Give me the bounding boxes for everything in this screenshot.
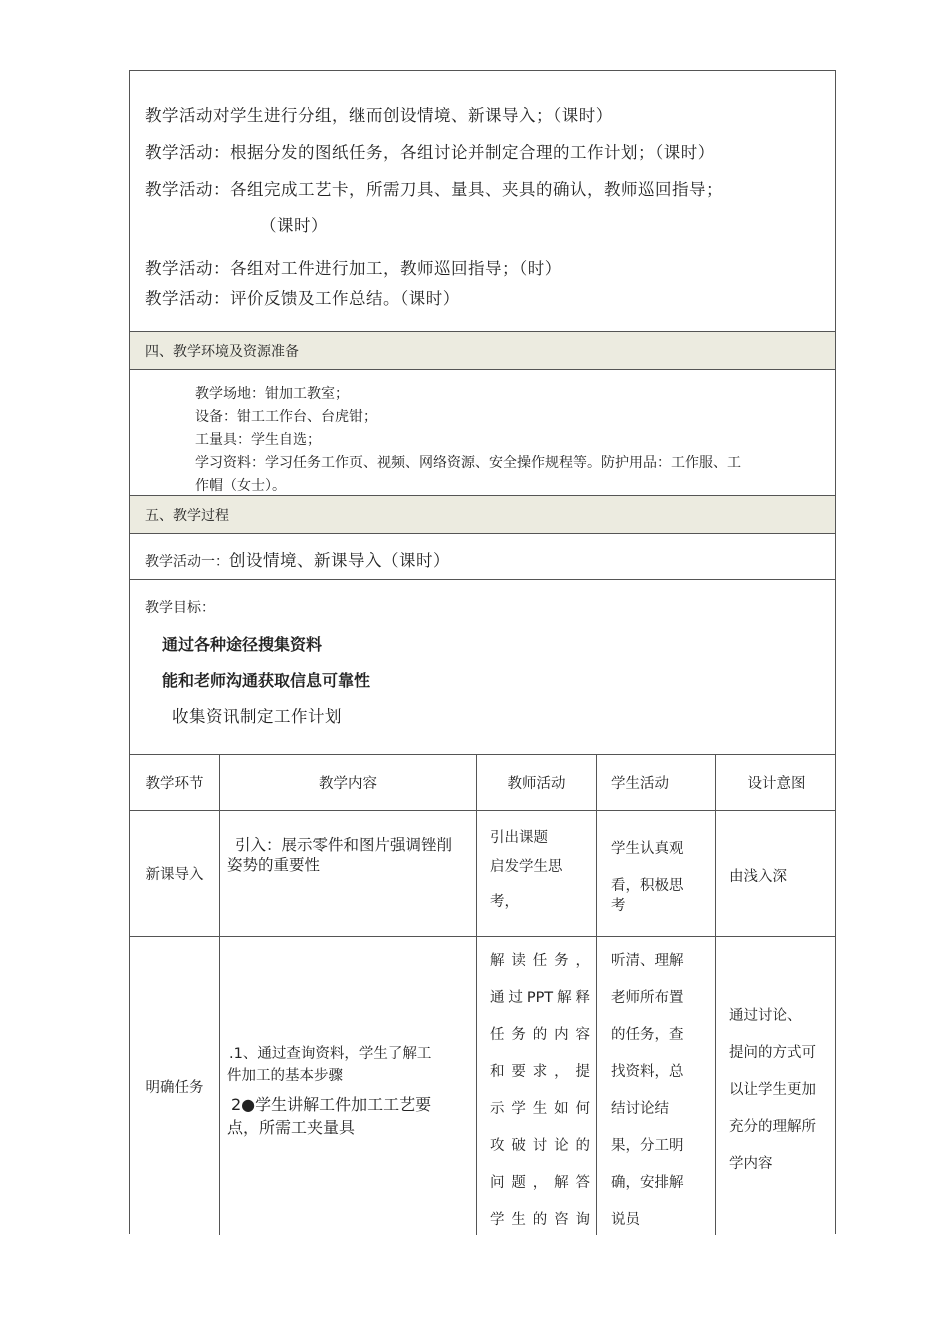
section-4-content xyxy=(130,370,835,496)
env-line-5: 作帽（女士）。 xyxy=(195,478,286,494)
header-student: 学生活动 xyxy=(596,755,715,810)
goal-2: 能和老师沟通获取信息可靠性 xyxy=(162,671,371,690)
lesson-plan-frame xyxy=(129,70,836,1234)
activity-line-4: 教学活动：各组对工件进行加工，教师巡回指导；（时） xyxy=(145,259,562,278)
table-row xyxy=(130,811,835,937)
row1-teacher: 引出课题 启发学生思 考， xyxy=(476,811,596,936)
activity-line-3: 教学活动：各组完成工艺卡，所需刀具、量具、夹具的确认，教师巡回指导； xyxy=(145,180,723,199)
row1-stage: 新课导入 xyxy=(145,867,204,883)
goal-3: 收集资讯制定工作计划 xyxy=(172,707,342,726)
row2-content: .1、通过查询资料，学生了解工 件加工的基本步骤 2●学生讲解工件加工工艺要 点，所需工夹量具 xyxy=(219,937,476,1235)
env-line-4: 学习资料：学习任务工作页、视频、网络资源、安全操作规程等。防护用品：工作服、工 xyxy=(195,455,741,471)
activity-line-1: 教学活动对学生进行分组，继而创设情境、新课导入；（课时） xyxy=(145,106,613,125)
activity-one-text: 教学活动一：创设情境、新课导入（课时） xyxy=(145,551,450,570)
table-header-row xyxy=(130,755,835,811)
header-content: 教学内容 xyxy=(219,755,476,810)
row2-student: 听清、理解 老师所布置 的任务，查 找资料，总 结讨论结 果，分工明 确，安排解 说员 xyxy=(596,937,715,1235)
section-5-header xyxy=(130,496,835,534)
header-teacher: 教师活动 xyxy=(476,755,596,810)
goal-1: 通过各种途径搜集资料 xyxy=(162,635,323,654)
row2-intent: 通过讨论、 提问的方式可 以让学生更加 充分的理解所 学内容 xyxy=(715,937,837,1235)
activity-one-row xyxy=(130,534,835,580)
header-stage: 教学环节 xyxy=(145,776,204,792)
env-line-3: 工量具：学生自选； xyxy=(195,432,321,448)
section-5-title: 五、教学过程 xyxy=(145,507,229,524)
activities-section xyxy=(130,71,835,332)
row2-stage: 明确任务 xyxy=(145,1079,204,1096)
activity-line-2: 教学活动：根据分发的图纸任务，各组讨论并制定合理的工作计划；（课时） xyxy=(145,143,715,162)
row2-teacher: 解读任务， 通过PPT解释 任务的内容 和要求，提 示学生如何 攻破讨论的 问题，解答 学生的咨询 xyxy=(476,937,596,1235)
row1-intent: 由浅入深 xyxy=(715,811,837,936)
header-intent: 设计意图 xyxy=(715,755,837,810)
goals-label: 教学目标： xyxy=(145,600,215,616)
table-row xyxy=(130,937,835,1235)
env-line-1: 教学场地：钳加工教室； xyxy=(195,386,349,402)
row1-content: 引入：展示零件和图片强调锉削 姿势的重要性 xyxy=(219,811,476,936)
activity-line-5: 教学活动：评价反馈及工作总结。（课时） xyxy=(145,289,460,308)
row1-student: 学生认真观 看，积极思 考 xyxy=(596,811,715,936)
goals-section xyxy=(130,580,835,755)
section-4-title: 四、教学环境及资源准备 xyxy=(145,343,299,360)
section-4-header xyxy=(130,332,835,370)
env-line-2: 设备：钳工工作台、台虎钳； xyxy=(195,409,377,425)
activity-line-3-cont: （课时） xyxy=(260,216,328,235)
